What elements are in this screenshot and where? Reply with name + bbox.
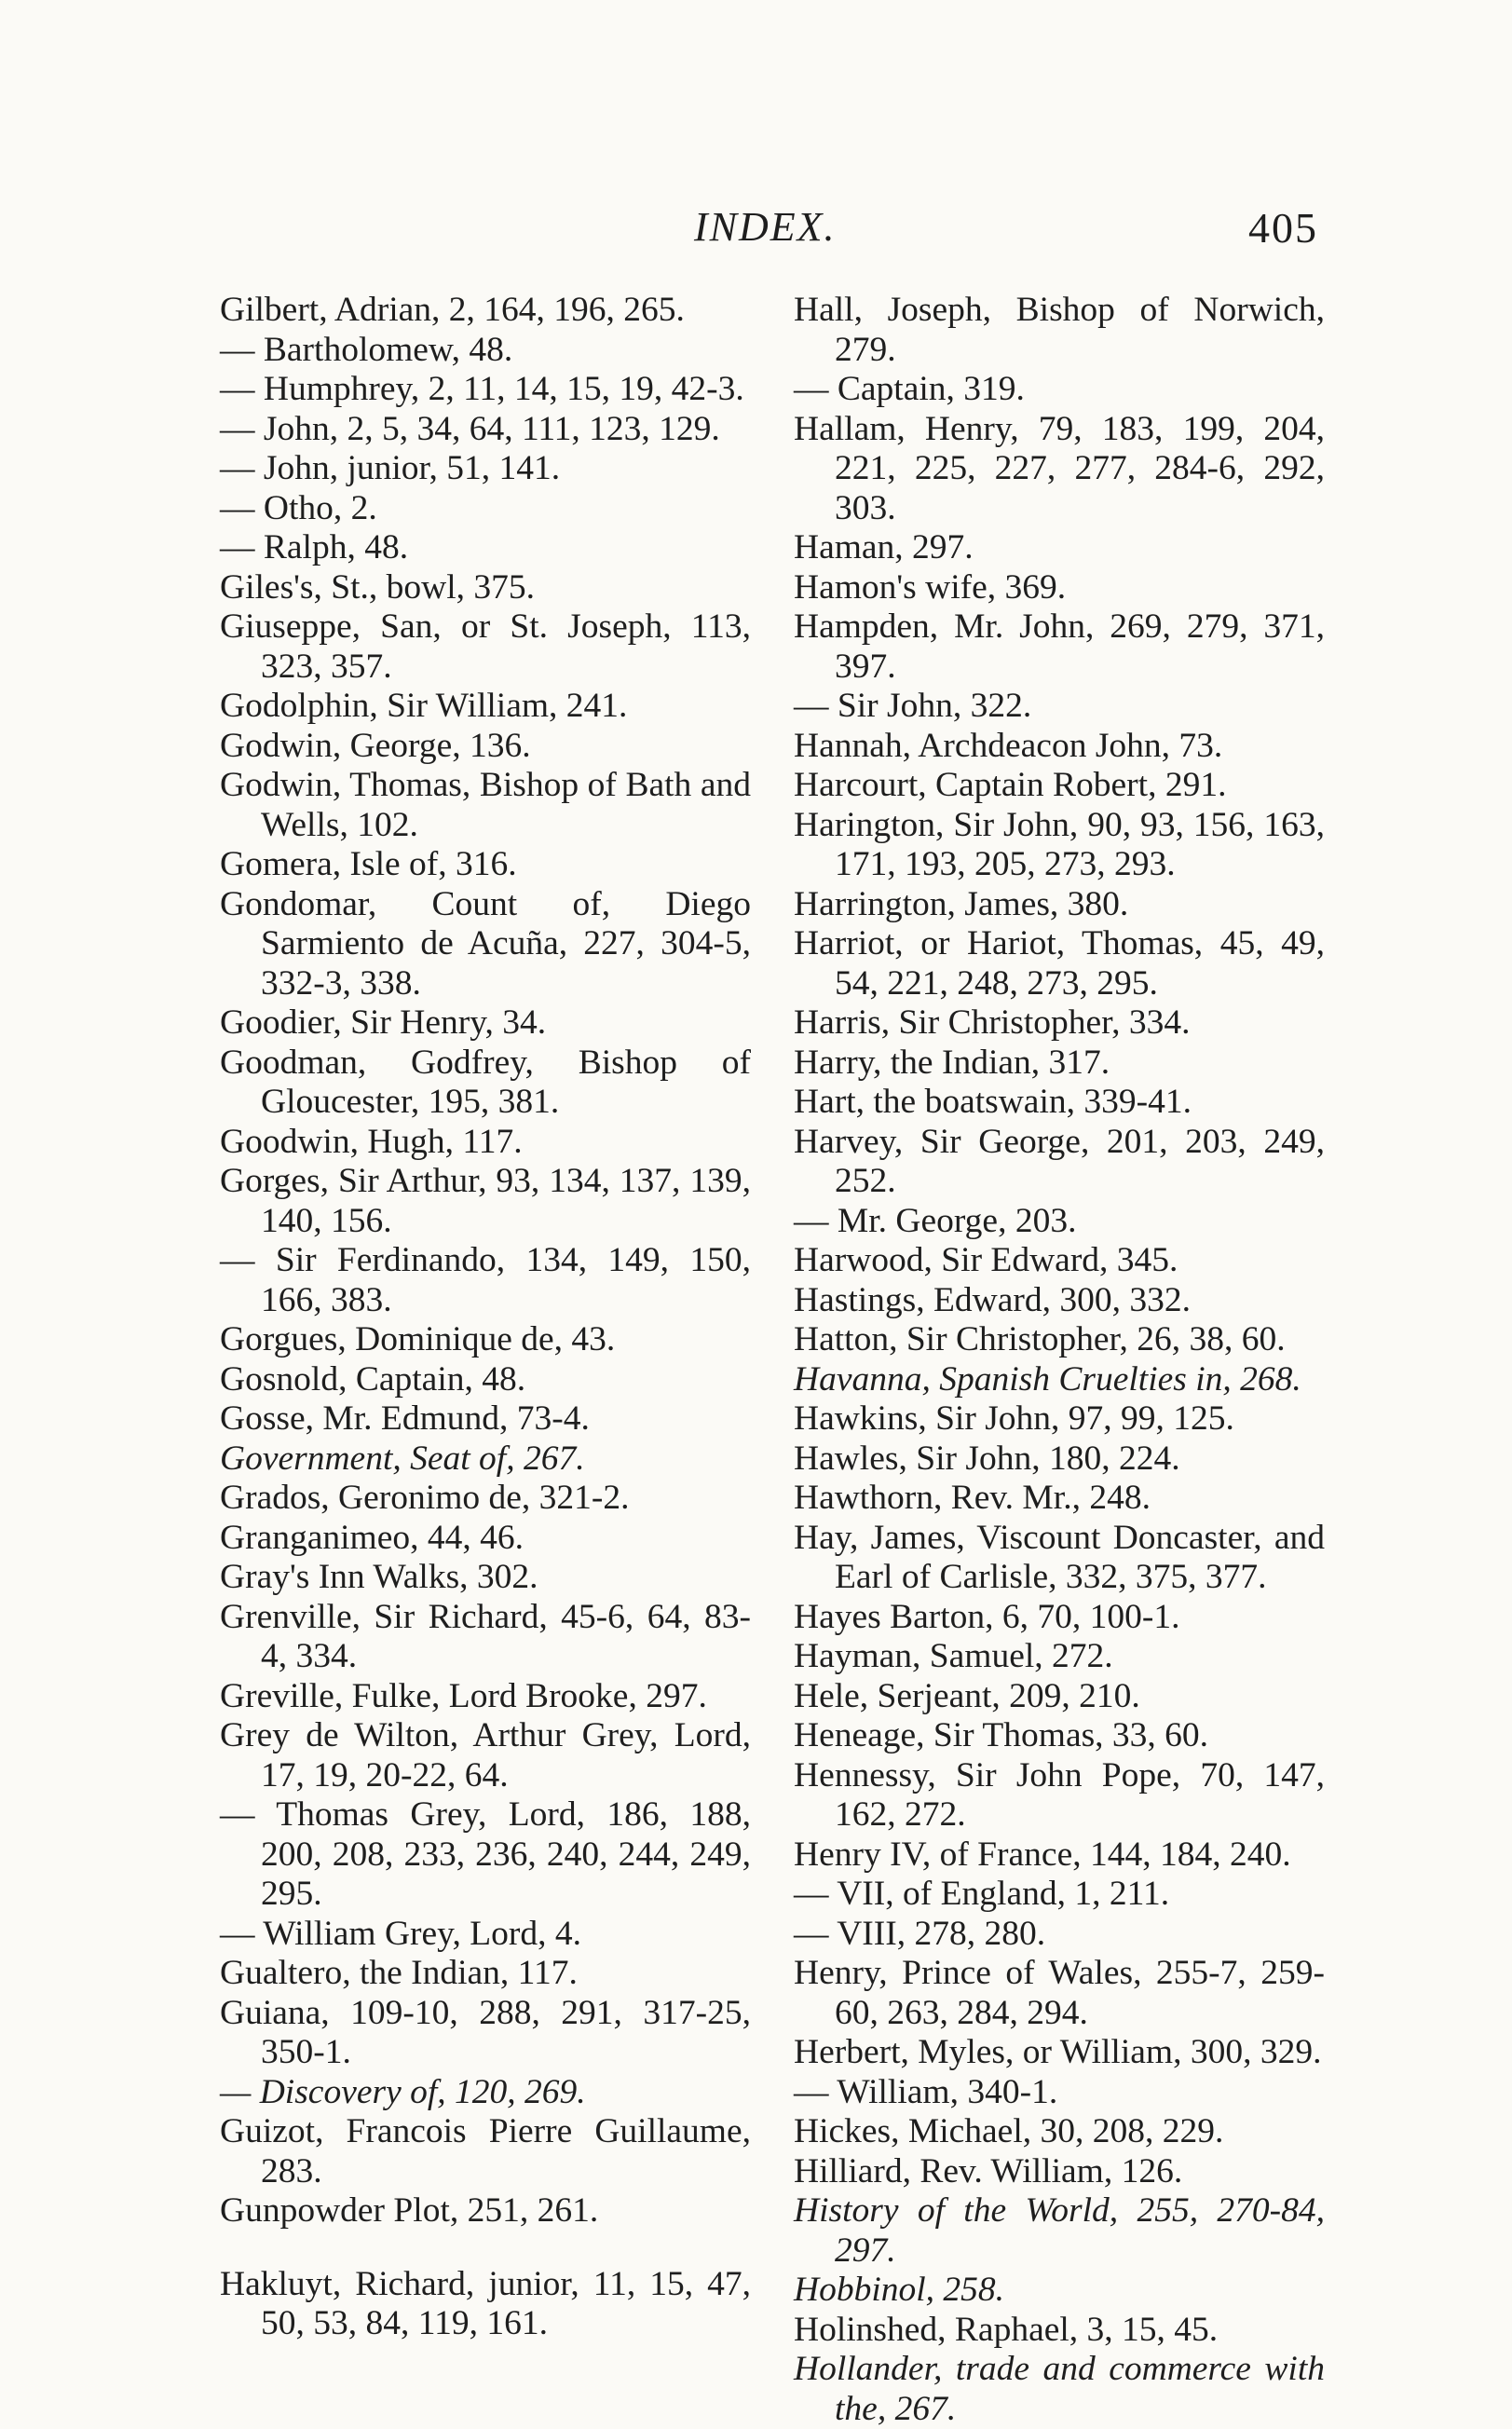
index-entry: Grey de Wilton, Arthur Grey, Lord, 17, 19, 20-22, 64.: [220, 1716, 751, 1794]
index-entry: — Ralph, 48.: [220, 528, 409, 566]
index-entry: Giles's, St., bowl, 375.: [220, 567, 536, 607]
index-entry: Havanna, Spanish Cruelties in, 268.: [794, 1359, 1301, 1399]
index-entry: Godwin, George, 136.: [220, 726, 531, 765]
index-entry: Herbert, Myles, or William, 300, 329.: [794, 2033, 1322, 2071]
index-column-right: [794, 291, 1325, 2429]
index-entry: — William Grey, Lord, 4.: [220, 1914, 582, 1953]
index-entry: Harry, the Indian, 317.: [794, 1043, 1110, 1082]
index-entry: Hobbinol, 258.: [794, 2271, 1005, 2309]
index-entry: Grenville, Sir Richard, 45-6, 64, 83-4, 334.: [220, 1597, 751, 1675]
index-entry: Gunpowder Plot, 251, 261.: [220, 2191, 599, 2230]
index-entry: — Thomas Grey, Lord, 186, 188, 200, 208, 233, 236, 240, 244, 249, 295.: [220, 1795, 751, 1913]
index-entry: Gosse, Mr. Edmund, 73-4.: [220, 1399, 590, 1438]
index-entry: Hall, Joseph, Bishop of Norwich, 279.: [794, 291, 1325, 369]
index-entry: Hollander, trade and commerce with the, 267.: [794, 2350, 1325, 2428]
index-entry: Harington, Sir John, 90, 93, 156, 163, 171, 193, 205, 273, 293.: [794, 805, 1325, 883]
index-column-left: [220, 291, 751, 2344]
index-entry: Gorgues, Dominique de, 43.: [220, 1320, 616, 1358]
index-entry: Gray's Inn Walks, 302.: [220, 1558, 538, 1596]
index-entry: Hawthorn, Rev. Mr., 248.: [794, 1479, 1151, 1517]
index-entry: Gomera, Isle of, 316.: [220, 845, 517, 883]
index-entry: Harriot, or Hariot, Thomas, 45, 49, 54, 221, 248, 273, 295.: [794, 924, 1325, 1003]
page-header: [0, 203, 1512, 268]
index-entry: Government, Seat of, 267.: [220, 1439, 585, 1478]
index-entry: — Sir John, 322.: [794, 687, 1032, 725]
page-number: 405: [1248, 204, 1318, 252]
index-entry: Hatton, Sir Christopher, 26, 38, 60.: [794, 1320, 1286, 1358]
index-entry: Goodier, Sir Henry, 34.: [220, 1003, 547, 1042]
index-entry: — VII, of England, 1, 211.: [794, 1875, 1170, 1913]
index-entry: Harrington, James, 380.: [794, 884, 1129, 923]
index-entry: — Bartholomew, 48.: [220, 330, 513, 369]
index-entry: Guiana, 109-10, 288, 291, 317-25, 350-1.: [220, 1993, 751, 2071]
index-entry: Gosnold, Captain, 48.: [220, 1359, 526, 1399]
index-entry: Hawles, Sir John, 180, 224.: [794, 1439, 1180, 1478]
index-entry: Godolphin, Sir William, 241.: [220, 687, 628, 725]
index-entry: Harcourt, Captain Robert, 291.: [794, 766, 1227, 804]
index-entry: Granganimeo, 44, 46.: [220, 1518, 524, 1557]
index-entry: — Mr. George, 203.: [794, 1201, 1077, 1240]
index-entry: Holinshed, Raphael, 3, 15, 45.: [794, 2310, 1219, 2349]
index-entry: Gorges, Sir Arthur, 93, 134, 137, 139, 140, 156.: [220, 1162, 751, 1240]
index-entry: Goodwin, Hugh, 117.: [220, 1122, 523, 1161]
index-entry: Greville, Fulke, Lord Brooke, 297.: [220, 1676, 707, 1715]
index-entry: Hastings, Edward, 300, 332.: [794, 1280, 1191, 1319]
running-title: INDEX.: [694, 204, 837, 250]
index-entry: Godwin, Thomas, Bishop of Bath and Wells, 102.: [220, 766, 751, 844]
index-entry: Haman, 297.: [794, 528, 974, 566]
index-entry: — Otho, 2.: [220, 488, 377, 527]
index-entry: — Discovery of, 120, 269.: [220, 2072, 586, 2111]
index-entry: Hay, James, Viscount Doncaster, and Earl of Carlisle, 332, 375, 377.: [794, 1518, 1325, 1596]
index-entry: — Sir Ferdinando, 134, 149, 150, 166, 383.: [220, 1241, 751, 1319]
index-entry: — Captain, 319.: [794, 370, 1025, 408]
index-entry: Hickes, Michael, 30, 208, 229.: [794, 2112, 1224, 2150]
index-entry: Hayman, Samuel, 272.: [794, 1637, 1113, 1675]
index-entry: Grados, Geronimo de, 321-2.: [220, 1479, 630, 1517]
index-entry: Hilliard, Rev. William, 126.: [794, 2151, 1183, 2190]
index-entry: — William, 340-1.: [794, 2072, 1058, 2111]
index-entry: — John, 2, 5, 34, 64, 111, 123, 129.: [220, 409, 720, 448]
index-entry: Goodman, Godfrey, Bishop of Gloucester, 195, 381.: [220, 1043, 751, 1121]
index-entry: Gondomar, Count of, Diego Sarmiento de Acuña, 227, 304-5, 332-3, 338.: [220, 884, 751, 1003]
index-entry: Hamon's wife, 369.: [794, 567, 1067, 607]
index-entry: Hannah, Archdeacon John, 73.: [794, 726, 1223, 765]
index-entry: History of the World, 255, 270-84, 297.: [794, 2191, 1325, 2270]
index-entry: — Humphrey, 2, 11, 14, 15, 19, 42-3.: [220, 370, 744, 408]
index-entry: — VIII, 278, 280.: [794, 1914, 1046, 1953]
index-entry: Guizot, Francois Pierre Guillaume, 283.: [220, 2112, 751, 2190]
index-entry: Harvey, Sir George, 201, 203, 249, 252.: [794, 1122, 1325, 1200]
index-entry: Henry, Prince of Wales, 255-7, 259-60, 263, 284, 294.: [794, 1954, 1325, 2032]
index-entry: Hart, the boatswain, 339-41.: [794, 1083, 1192, 1121]
index-entry: Gilbert, Adrian, 2, 164, 196, 265.: [220, 291, 685, 329]
index-entry: — John, junior, 51, 141.: [220, 449, 561, 487]
index-entry: Heneage, Sir Thomas, 33, 60.: [794, 1716, 1209, 1754]
index-entry: Hennessy, Sir John Pope, 70, 147, 162, 272.: [794, 1755, 1325, 1834]
index-entry: Harwood, Sir Edward, 345.: [794, 1241, 1178, 1279]
index-entry: Hele, Serjeant, 209, 210.: [794, 1676, 1140, 1715]
index-entry: Hakluyt, Richard, junior, 11, 15, 47, 50, 53, 84, 119, 161.: [220, 2264, 751, 2342]
index-entry: Hallam, Henry, 79, 183, 199, 204, 221, 225, 227, 277, 284-6, 292, 303.: [794, 409, 1325, 527]
index-entry: Harris, Sir Christopher, 334.: [794, 1003, 1191, 1042]
index-entry: Hawkins, Sir John, 97, 99, 125.: [794, 1399, 1234, 1438]
index-entry: Gualtero, the Indian, 117.: [220, 1954, 578, 1992]
index-entry: Giuseppe, San, or St. Joseph, 113, 323, 357.: [220, 607, 751, 686]
index-entry: Hampden, Mr. John, 269, 279, 371, 397.: [794, 607, 1325, 686]
index-entry: Hayes Barton, 6, 70, 100-1.: [794, 1597, 1180, 1636]
index-entry: Henry IV, of France, 144, 184, 240.: [794, 1835, 1291, 1874]
